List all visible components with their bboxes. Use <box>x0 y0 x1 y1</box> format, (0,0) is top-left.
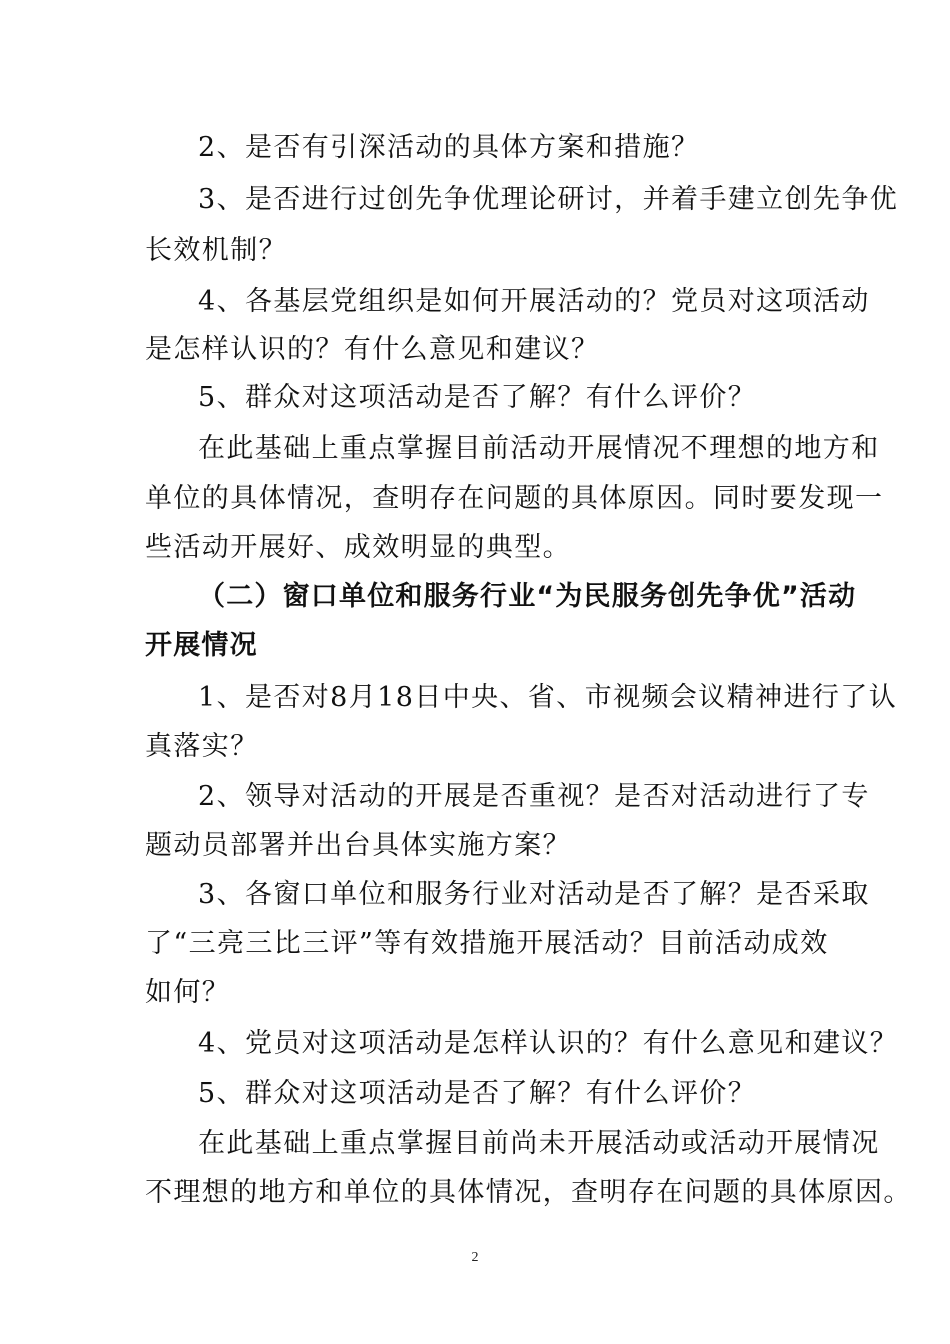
text-line: 如何？ <box>145 977 231 1008</box>
text-line: 了“三亮三比三评”等有效措施开展活动？目前活动成效 <box>145 928 829 959</box>
text-line: 5、群众对这项活动是否了解？有什么评价？ <box>198 382 757 413</box>
section-heading: （二）窗口单位和服务行业“为民服务创先争优”活动 <box>198 581 857 612</box>
text-line: 4、党员对这项活动是怎样认识的？有什么意见和建议？ <box>198 1028 899 1059</box>
text-line: 不理想的地方和单位的具体情况，查明存在问题的具体原因。 <box>145 1177 912 1208</box>
page-number: 2 <box>471 1250 479 1265</box>
text-line: 2、领导对活动的开展是否重视？是否对活动进行了专 <box>198 781 870 812</box>
text-line: 4、各基层党组织是如何开展活动的？党员对这项活动 <box>198 286 870 317</box>
text-line: 3、各窗口单位和服务行业对活动是否了解？是否采取 <box>198 879 870 910</box>
text-line: 真落实？ <box>145 731 259 762</box>
text-line: 是怎样认识的？有什么意见和建议？ <box>145 334 600 365</box>
section-heading-continued: 开展情况 <box>145 630 258 661</box>
text-line: 5、群众对这项活动是否了解？有什么评价？ <box>198 1078 757 1109</box>
text-line: 些活动开展好、成效明显的典型。 <box>145 532 571 563</box>
text-line: 1、是否对8月18日中央、省、市视频会议精神进行了认 <box>198 682 898 713</box>
text-line: 在此基础上重点掌握目前尚未开展活动或活动开展情况 <box>198 1128 880 1159</box>
text-line: 题动员部署并出台具体实施方案？ <box>145 830 571 861</box>
text-line: 长效机制？ <box>145 235 287 266</box>
text-line: 在此基础上重点掌握目前活动开展情况不理想的地方和 <box>198 433 880 464</box>
text-line: 单位的具体情况，查明存在问题的具体原因。同时要发现一 <box>145 483 884 514</box>
text-line: 2、是否有引深活动的具体方案和措施？ <box>198 132 700 163</box>
text-line: 3、是否进行过创先争优理论研讨，并着手建立创先争优 <box>198 184 899 215</box>
